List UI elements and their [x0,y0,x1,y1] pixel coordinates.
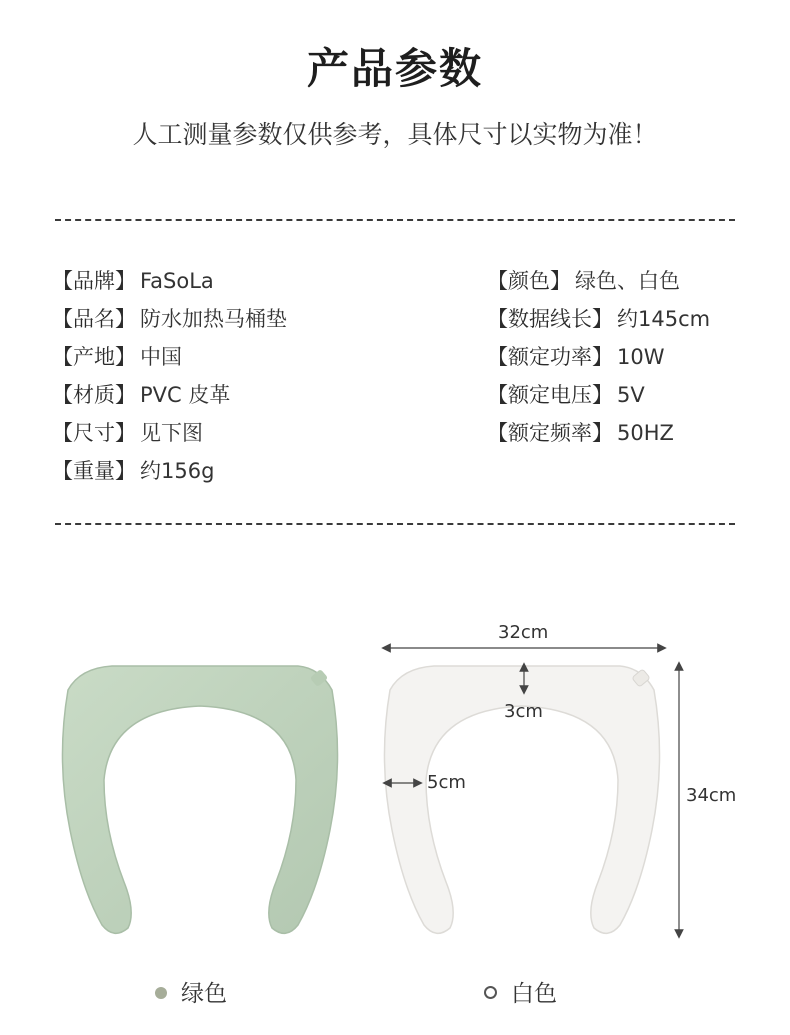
legend-green [155,978,227,1010]
legend-white-label: 白色 [511,981,557,1007]
spec-row: 【产地】 中国 [52,345,182,369]
spec-value: 防水加热马桶垫 [140,307,287,331]
spec-key: 重量 [73,459,115,483]
filled-dot-icon [155,987,167,999]
spec-value: PVC 皮革 [140,383,231,407]
spec-key: 品牌 [73,269,115,293]
spec-row: 【颜色】 绿色、白色 [487,269,680,293]
spec-row: 【尺寸】 见下图 [52,421,203,445]
spec-key: 额定电压 [508,383,592,407]
spec-row: 【额定频率】 50HZ [487,421,674,445]
spec-value: 50HZ [617,421,674,445]
hollow-dot-icon [484,986,497,999]
top-band-label: 3cm [504,701,543,722]
spec-value: 约156g [140,459,215,483]
spec-row: 【额定功率】 10W [487,345,665,369]
spec-value: 中国 [140,345,182,369]
spec-key: 额定频率 [508,421,592,445]
spec-row: 【品名】 防水加热马桶垫 [52,307,287,331]
spec-key: 产地 [73,345,115,369]
legend-green-label: 绿色 [181,981,227,1007]
spec-value: 10W [617,345,665,369]
spec-key: 颜色 [508,269,550,293]
legend-white [484,978,557,1010]
height-label: 34cm [686,785,737,806]
spec-row: 【重量】 约156g [52,459,215,483]
spec-value: FaSoLa [140,269,214,293]
width-label: 32cm [498,622,549,643]
spec-key: 额定功率 [508,345,592,369]
side-band-label: 5cm [427,772,466,793]
spec-value: 绿色、白色 [575,269,680,293]
spec-value: 见下图 [140,421,203,445]
spec-row: 【品牌】 FaSoLa [52,269,214,293]
spec-value: 5V [617,383,645,407]
spec-row: 【数据线长】 约145cm [487,307,711,331]
page-subtitle: 人工测量参数仅供参考，具体尺寸以实物为准！ [132,120,658,149]
spec-key: 品名 [73,307,115,331]
spec-value: 约145cm [617,307,711,331]
spec-row: 【额定电压】 5V [487,383,645,407]
spec-key: 数据线长 [508,307,592,331]
spec-key: 尺寸 [73,421,115,445]
spec-row: 【材质】 PVC 皮革 [52,383,231,407]
page-title: 产品参数 [306,44,483,93]
spec-key: 材质 [73,383,115,407]
